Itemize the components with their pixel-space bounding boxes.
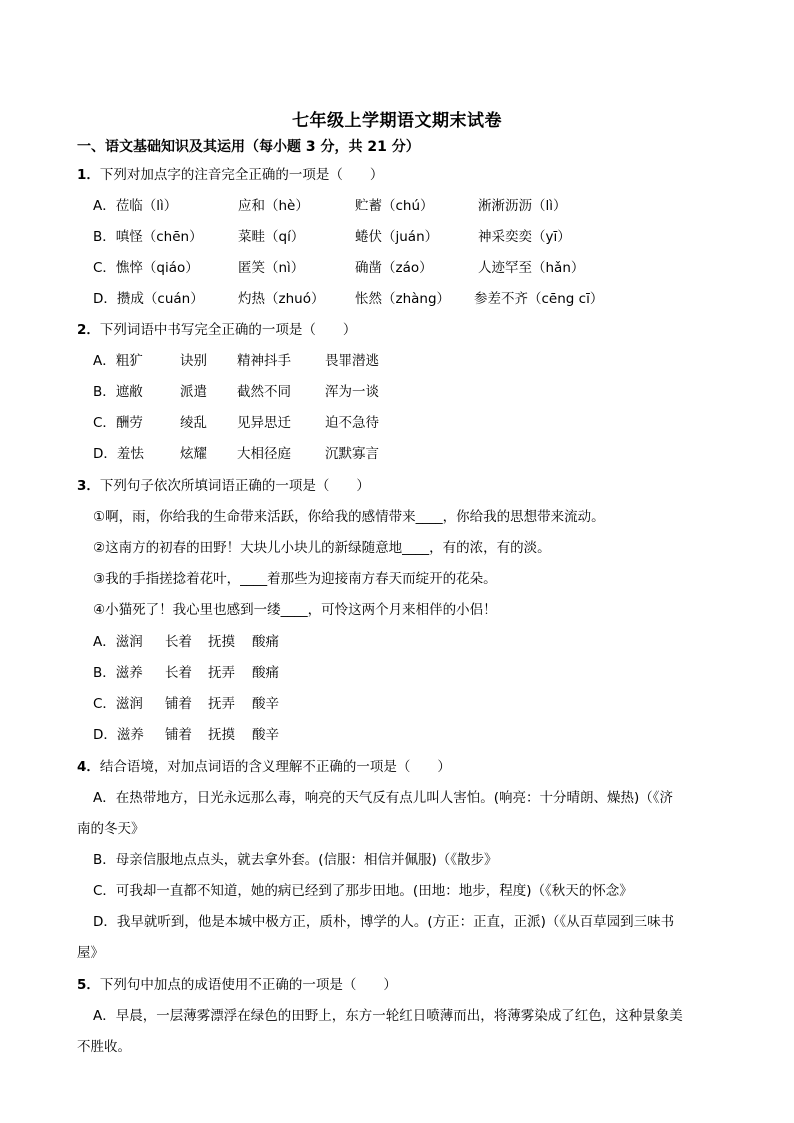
q4-option-c: C．可我却一直都不知道，她的病已经到了那步田地。(田地：地步，程度)（《秋天的怀念》: [93, 883, 633, 899]
q3-option-d-3: 抚摸: [208, 727, 235, 743]
question-number: 5．: [77, 977, 100, 993]
q2-option-d-1: D．羞怯: [93, 446, 144, 462]
q1-option-d-3: 怅然（zhàng）: [355, 291, 451, 307]
q3-sentence-4: ④小猫死了！我心里也感到一缕____，可怜这两个月来相伴的小侣！: [93, 602, 497, 618]
question-stem: 下列句子依次所填词语正确的一项是（ ）: [99, 478, 370, 494]
q2-option-d-3: 大相径庭: [237, 446, 291, 462]
q1-option-c-2: 匿笑（nì）: [238, 260, 305, 276]
q1-option-a-2: 应和（hè）: [238, 198, 309, 214]
q1-option-c-4: 人迹罕至（hǎn）: [478, 260, 585, 276]
q2-option-c-1: C．酬劳: [93, 415, 143, 431]
q3-option-c-4: 酸辛: [252, 696, 279, 712]
q1-option-d-4: 参差不齐（cēng cī）: [474, 291, 604, 307]
q2-option-b-2: 派遣: [180, 384, 207, 400]
q3-sentence-1: ①啊，雨，你给我的生命带来活跃，你给我的感情带来____，你给我的思想带来流动。: [93, 509, 605, 525]
page-title: 七年级上学期语文期末试卷: [292, 111, 502, 131]
q1-option-b-1: B．嗔怪（chēn）: [93, 229, 203, 245]
question-3: [77, 477, 370, 495]
q4-option-a-line2: 南的冬天》: [77, 821, 145, 837]
q3-sentence-3: ③我的手指搓捻着花叶，____着那些为迎接南方春天而绽开的花朵。: [93, 571, 497, 587]
q1-option-d-2: 灼热（zhuó）: [238, 291, 325, 307]
q3-option-b-1: B．滋养: [93, 665, 143, 681]
q2-option-b-1: B．遮敝: [93, 384, 143, 400]
q3-option-d-1: D．滋养: [93, 727, 144, 743]
q3-option-c-2: 铺着: [165, 696, 192, 712]
q3-option-c-3: 抚弄: [208, 696, 235, 712]
q1-option-d-1: D．攒成（cuán）: [93, 291, 204, 307]
q2-option-c-3: 见异思迁: [237, 415, 291, 431]
q1-option-a-3: 贮蓄（chú）: [355, 198, 434, 214]
q3-option-a-2: 长着: [165, 634, 192, 650]
q2-option-a-3: 精神抖手: [237, 353, 291, 369]
question-number: 4．: [77, 759, 100, 775]
q3-option-a-4: 酸痛: [252, 634, 279, 650]
question-1: [77, 166, 383, 184]
q3-sentence-2: ②这南方的初春的田野！大块儿小块儿的新绿随意地____，有的浓，有的淡。: [93, 540, 551, 556]
q3-option-a-1: A．滋润: [93, 634, 143, 650]
question-number: 2．: [77, 322, 100, 338]
q5-option-a-line2: 不胜收。: [77, 1039, 131, 1055]
q4-option-d-line1: D．我早就听到，他是本城中极方正，质朴，博学的人。(方正：正直，正派)（《从百草园到三味书: [93, 914, 675, 930]
question-stem: 下列对加点字的注音完全正确的一项是（ ）: [99, 167, 384, 183]
q3-option-b-4: 酸痛: [252, 665, 279, 681]
q4-option-b: B．母亲信服地点点头，就去拿外套。(信服：相信并佩服)（《散步》: [93, 852, 498, 868]
q2-option-a-1: A．粗犷: [93, 353, 143, 369]
question-stem: 结合语境，对加点词语的含义理解不正确的一项是（ ）: [99, 759, 451, 775]
question-stem: 下列句中加点的成语使用不正确的一项是（ ）: [99, 977, 397, 993]
q1-option-b-3: 蜷伏（juán）: [355, 229, 439, 245]
q3-option-d-4: 酸辛: [252, 727, 279, 743]
q4-option-a-line1: A．在热带地方，日光永远那么毒，响亮的天气反有点儿叫人害怕。(响亮：十分晴朗、燥热)（《济: [93, 790, 674, 806]
q1-option-c-3: 确凿（záo）: [355, 260, 433, 276]
q2-option-b-4: 浑为一谈: [325, 384, 379, 400]
q2-option-d-2: 炫耀: [180, 446, 207, 462]
q5-option-a-line1: A．早晨，一层薄雾漂浮在绿色的田野上，东方一轮红日喷薄而出，将薄雾染成了红色，这种景象美: [93, 1008, 683, 1024]
q2-option-a-4: 畏罪潜逃: [325, 353, 379, 369]
q3-option-d-2: 铺着: [165, 727, 192, 743]
q2-option-c-4: 迫不急待: [325, 415, 379, 431]
q3-option-b-2: 长着: [165, 665, 192, 681]
q1-option-a-1: A．莅临（lì）: [93, 198, 178, 214]
q2-option-a-2: 诀别: [180, 353, 207, 369]
q3-option-b-3: 抚弄: [208, 665, 235, 681]
question-number: 3．: [77, 478, 100, 494]
q4-option-d-line2: 屋》: [77, 945, 104, 961]
q3-option-a-3: 抚摸: [208, 634, 235, 650]
question-stem: 下列词语中书写完全正确的一项是（ ）: [99, 322, 357, 338]
q3-option-c-1: C．滋润: [93, 696, 143, 712]
question-2: [77, 321, 356, 339]
question-4: [77, 758, 451, 776]
section-heading: 一、语文基础知识及其运用（每小题 3 分，共 21 分）: [77, 139, 420, 155]
q2-option-b-3: 截然不同: [237, 384, 291, 400]
question-5: [77, 976, 397, 994]
q2-option-c-2: 绫乱: [180, 415, 207, 431]
q1-option-b-2: 菜畦（qí）: [238, 229, 305, 245]
q1-option-b-4: 神采奕奕（yī）: [478, 229, 571, 245]
q1-option-a-4: 淅淅沥沥（lì）: [478, 198, 567, 214]
q1-option-c-1: C．憔悴（qiáo）: [93, 260, 199, 276]
question-number: 1．: [77, 167, 100, 183]
q2-option-d-4: 沉默寡言: [325, 446, 379, 462]
